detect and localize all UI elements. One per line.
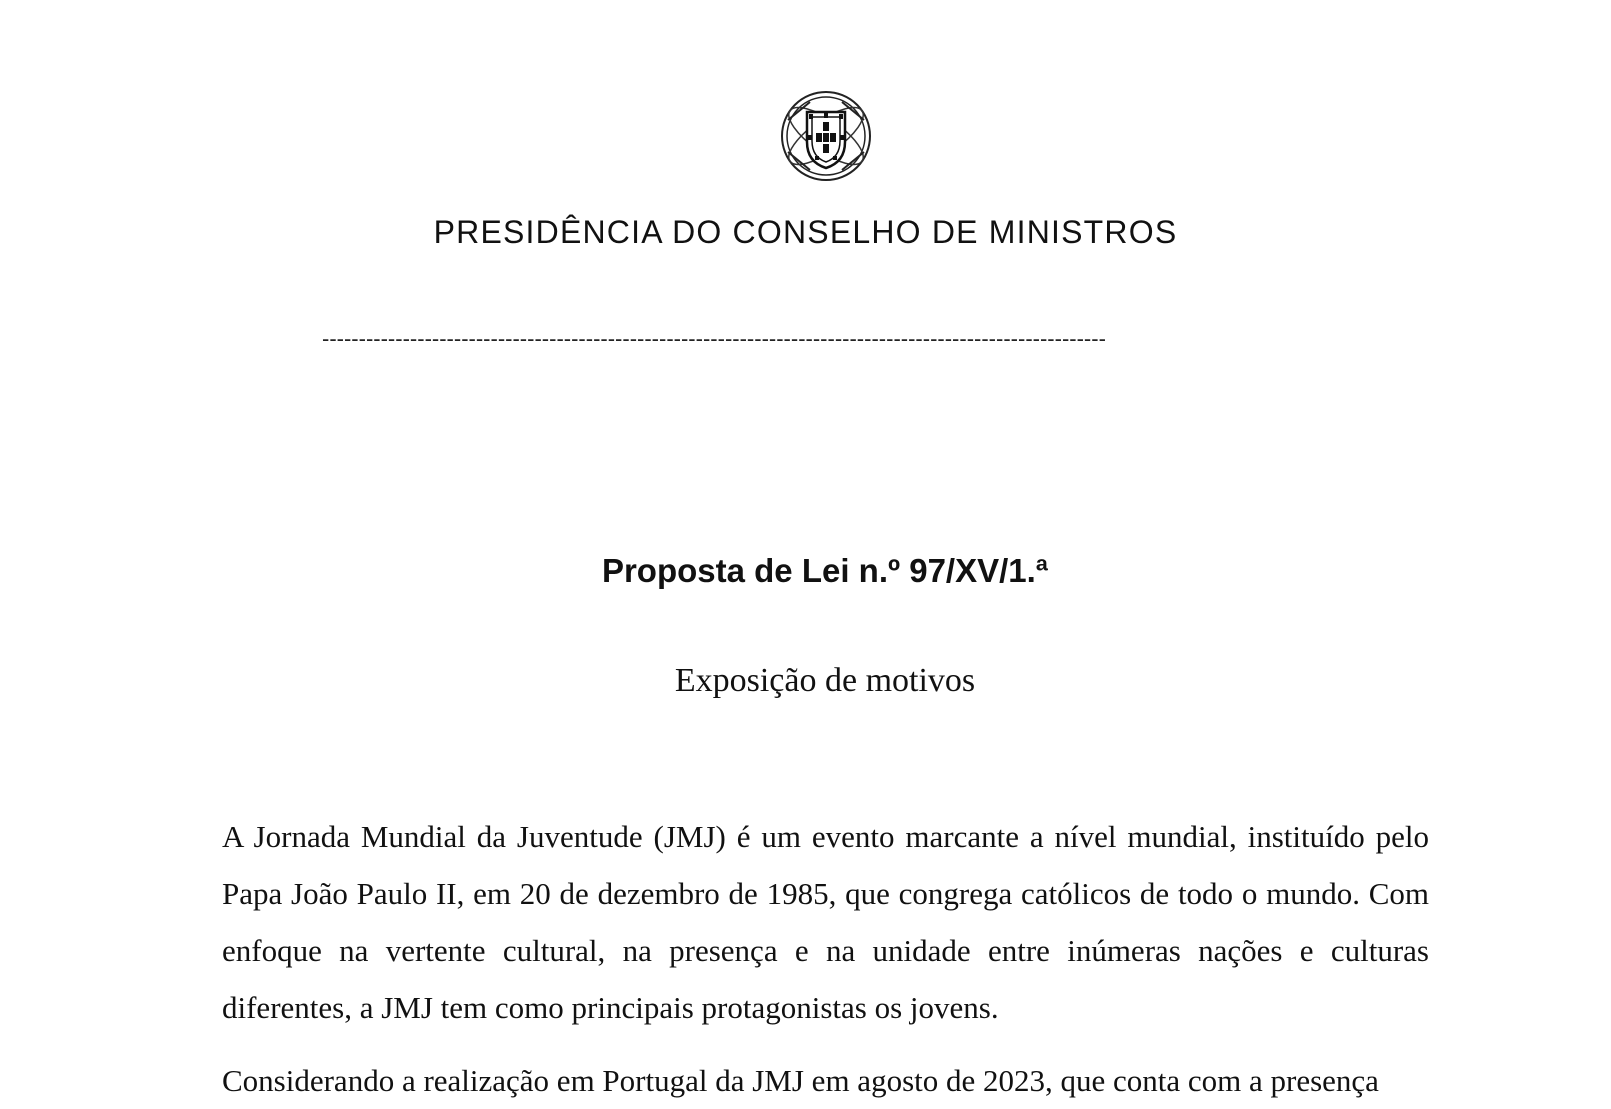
body-paragraph-1: A Jornada Mundial da Juventude (JMJ) é um evento marcante a nível mundial, instituído pelo Papa João Paulo II, em 20 de dezembro de 1985, que congrega católicos de todo o mundo. Com enfoque na vertente cultural, na presença e na unidade entre inúmeras nações e culturas diferentes, a JMJ tem como principais protagonistas os jovens. <box>222 819 1429 1025</box>
proposal-title: Proposta de Lei n.º 97/XV/1.ª <box>601 552 1049 589</box>
coat-of-arms-icon <box>780 90 872 182</box>
section-heading: Exposição de motivos <box>674 662 976 699</box>
separator-line: ----------------------------------------------------------------------------------------------------------- <box>322 328 1106 350</box>
body-paragraph-2: Considerando a realização em Portugal da JMJ em agosto de 2023, que conta com a presença <box>222 1063 1379 1098</box>
ministry-heading: PRESIDÊNCIA DO CONSELHO DE MINISTROS <box>433 214 1178 250</box>
